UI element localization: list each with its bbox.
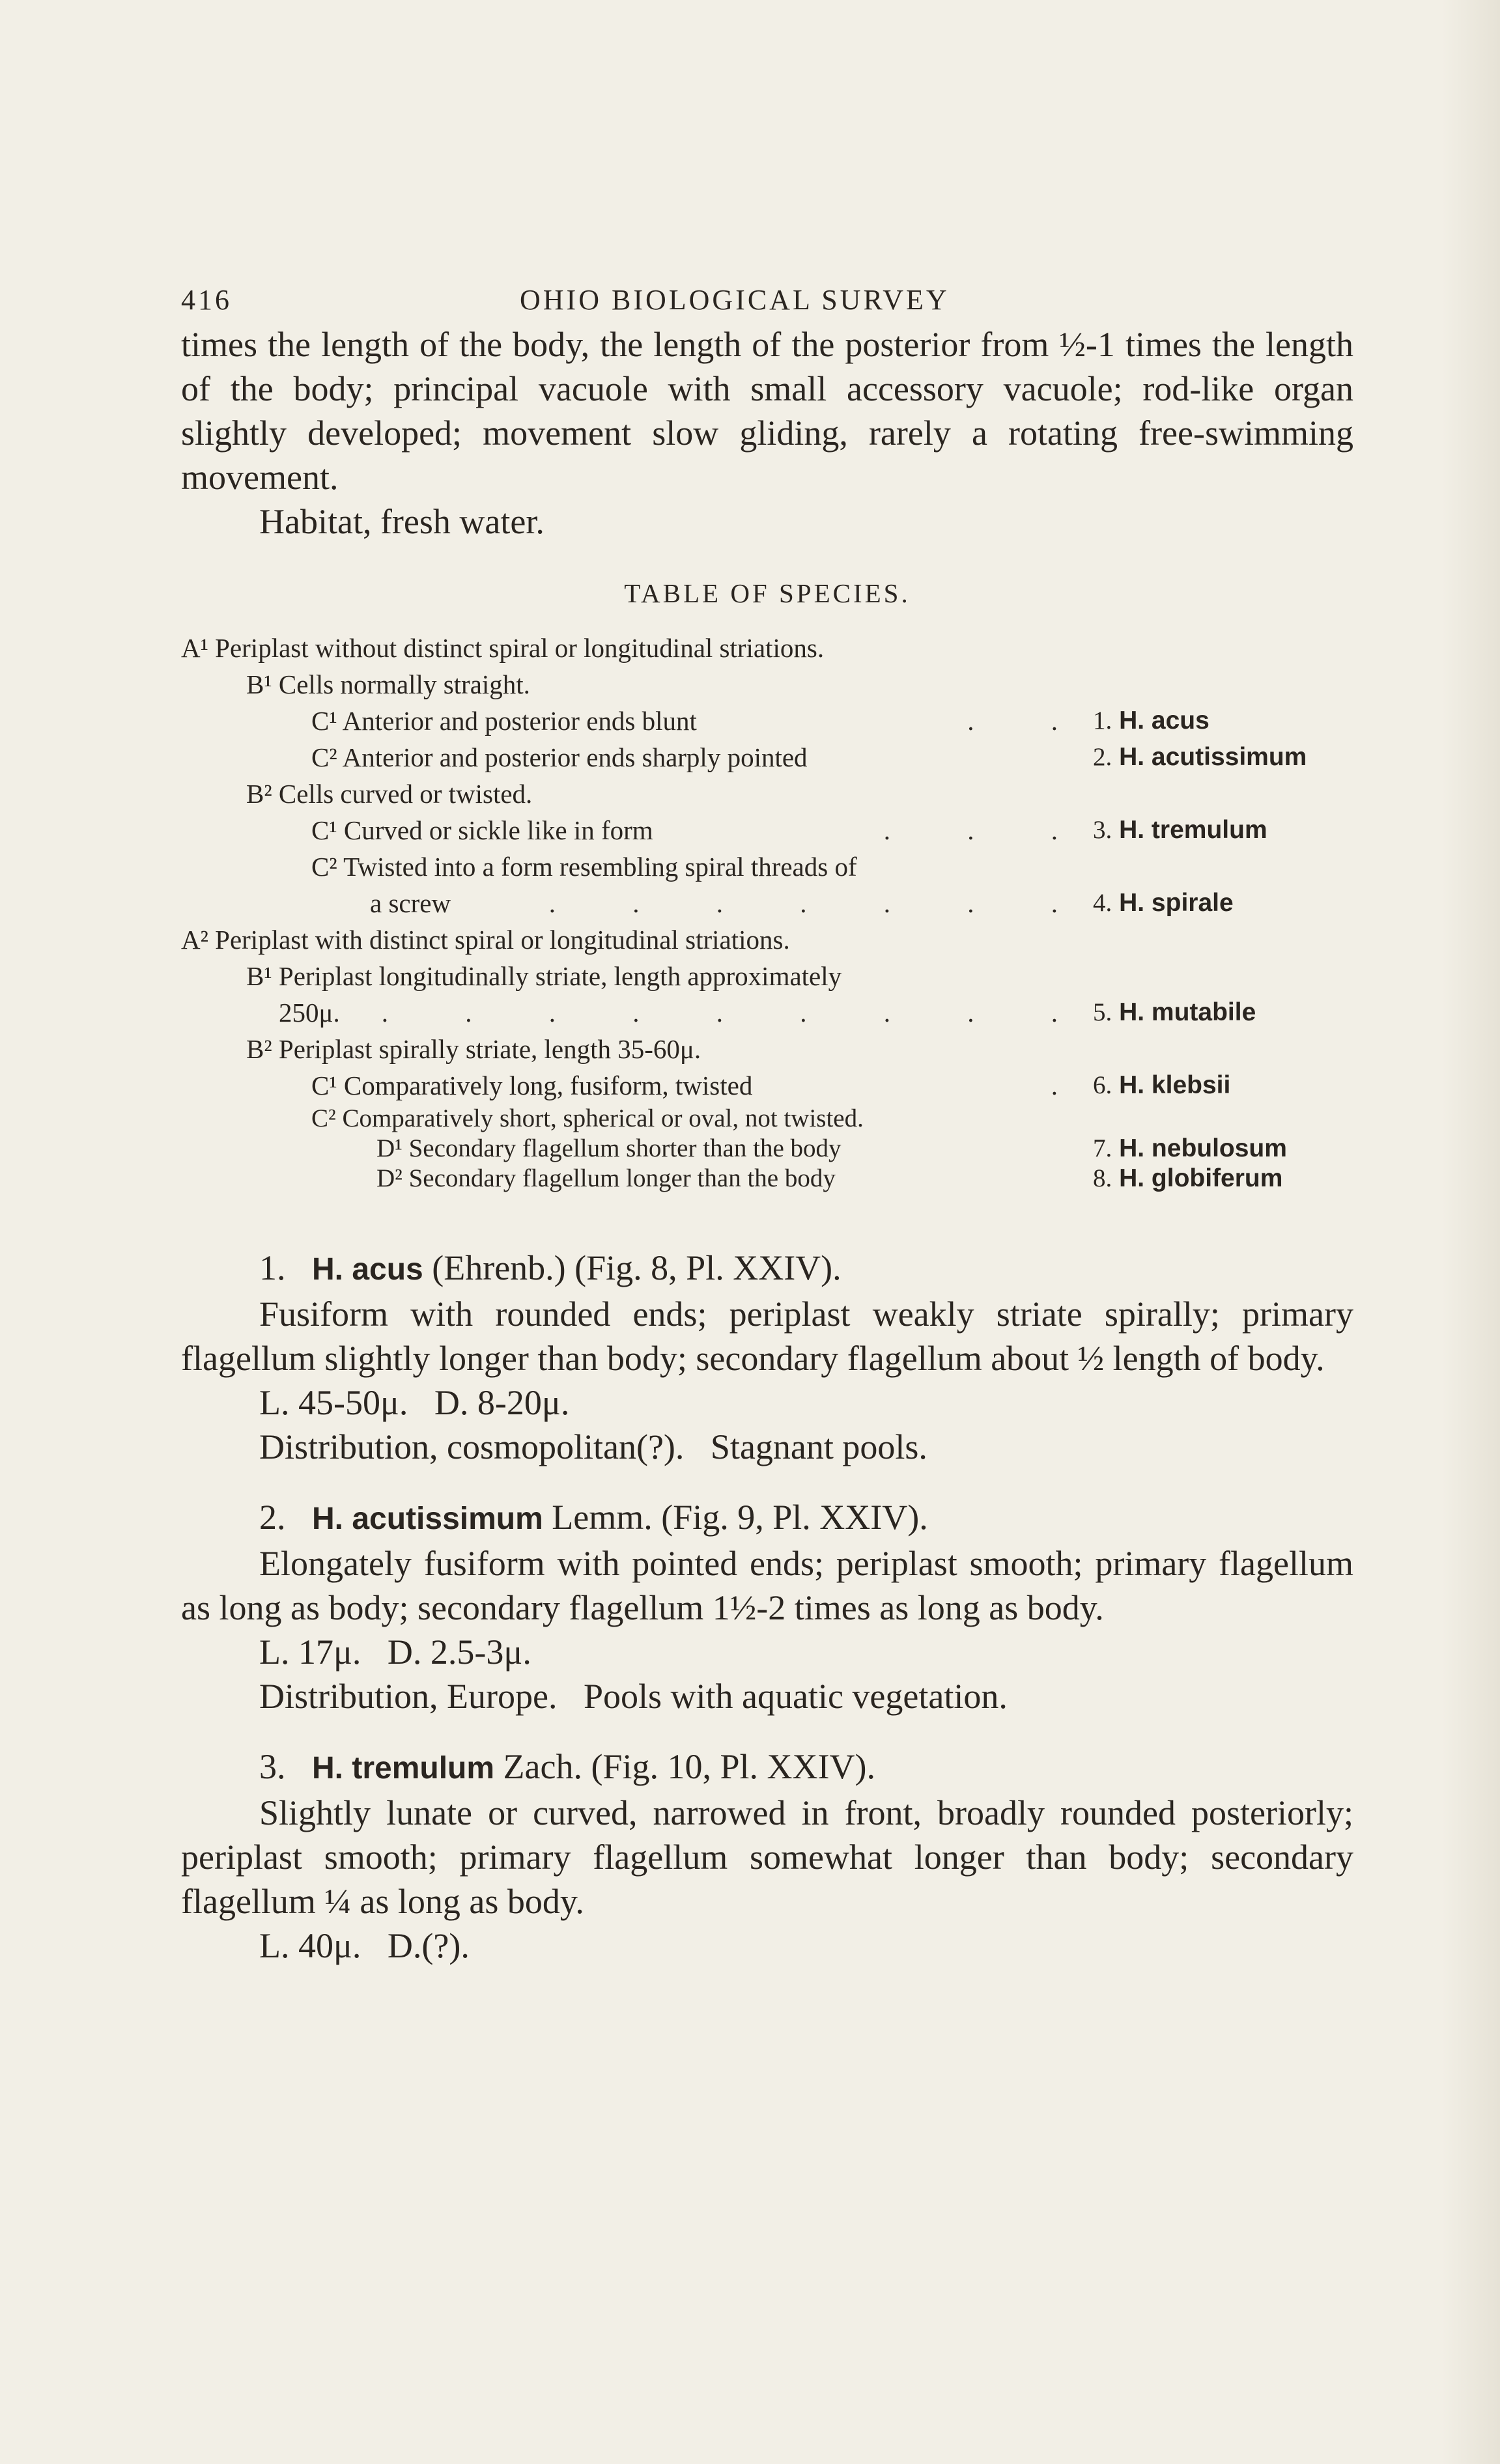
species-entry — [181, 1495, 1353, 1718]
page-edge-shadow — [1441, 0, 1500, 2464]
intro-paragraph: times the length of the body, the length of the posterior from ½-1 times the length of the body; principal vacuole with small accessory vacuole; rod-like organ slightly developed; movement slow gliding, rarely a rotating free-swimming movement. — [181, 325, 1353, 497]
running-header — [181, 277, 1353, 322]
habitat-line: Habitat, fresh water. — [259, 502, 545, 541]
key-result: H. spirale — [1119, 889, 1234, 917]
species-name: H. acutissimum — [312, 1502, 543, 1536]
species-name: H. tremulum — [312, 1751, 495, 1785]
key-result: H. acus — [1119, 707, 1210, 735]
key-row: C² Twisted into a form resembling spiral threads of — [311, 852, 857, 882]
key-row: C¹ Curved or sickle like in form . . . 3. H. tremulum — [311, 815, 1267, 845]
species-description: Fusiform with rounded ends; periplast weakly striate spirally; primary flagellum slightly longer than body; secondary flagellum about ½ length of body. — [181, 1295, 1353, 1378]
key-result: H. mutabile — [1119, 998, 1256, 1026]
key-row: C¹ Anterior and posterior ends blunt . . 1. H. acus — [311, 706, 1210, 736]
key-row: C¹ Comparatively long, fusiform, twisted . 6. H. klebsii — [311, 1071, 1231, 1100]
species-description: Slightly lunate or curved, narrowed in front, broadly rounded posteriorly; periplast smooth; primary flagellum somewhat longer than body; secondary flagellum ¼ as long as body. — [181, 1793, 1353, 1921]
key-result: H. nebulosum — [1119, 1134, 1287, 1162]
species-distribution: Distribution, cosmopolitan(?). Stagnant pools. — [259, 1427, 927, 1466]
page-number: 416 — [181, 284, 232, 316]
species-measurements: L. 17μ. D. 2.5-3μ. — [259, 1632, 531, 1672]
key-row: a screw . . . . . . . 4. H. spirale — [370, 888, 1234, 918]
key-result: H. globiferum — [1119, 1164, 1283, 1192]
species-entry — [181, 1246, 1353, 1469]
species-name: H. acus — [312, 1252, 423, 1287]
species-heading: 1. H. acus (Ehrenb.) (Fig. 8, Pl. XXIV). — [259, 1248, 842, 1287]
key-row: B¹ Periplast longitudinally striate, length approximately — [246, 961, 842, 991]
species-heading: 3. H. tremulum Zach. (Fig. 10, Pl. XXIV). — [259, 1747, 875, 1786]
table-title: TABLE OF SPECIES. — [624, 578, 911, 608]
species-entry — [181, 1744, 1353, 1968]
running-title: OHIO BIOLOGICAL SURVEY — [520, 284, 950, 316]
species-measurements: L. 45-50μ. D. 8-20μ. — [259, 1383, 570, 1422]
species-key — [181, 630, 1353, 1194]
key-row: B² Cells curved or twisted. — [246, 779, 533, 809]
species-measurements: L. 40μ. D.(?). — [259, 1926, 470, 1965]
key-row: B¹ Cells normally straight. — [246, 669, 530, 699]
key-row: C² Comparatively short, spherical or oval, not twisted. — [311, 1104, 864, 1132]
key-row: D² Secondary flagellum longer than the body 8. H. globiferum — [376, 1164, 1283, 1192]
key-row: B² Periplast spirally striate, length 35-60μ. — [246, 1034, 701, 1064]
key-row: C² Anterior and posterior ends sharply pointed 2. H. acutissimum — [311, 742, 1307, 772]
key-result: H. acutissimum — [1119, 743, 1307, 771]
page-body — [181, 277, 1353, 1968]
key-row: D¹ Secondary flagellum shorter than the body 7. H. nebulosum — [376, 1134, 1287, 1162]
key-result: H. klebsii — [1119, 1071, 1231, 1099]
key-row: A¹ Periplast without distinct spiral or longitudinal striations. — [181, 633, 825, 663]
species-distribution: Distribution, Europe. Pools with aquatic vegetation. — [259, 1677, 1008, 1716]
species-description: Elongately fusiform with pointed ends; periplast smooth; primary flagellum as long as body; secondary flagellum 1½-2 times as long as body. — [181, 1544, 1353, 1627]
species-heading: 2. H. acutissimum Lemm. (Fig. 9, Pl. XXIV). — [259, 1498, 928, 1537]
key-result: H. tremulum — [1119, 816, 1267, 844]
key-row: A² Periplast with distinct spiral or longitudinal striations. — [181, 925, 790, 955]
key-row: 250μ. . . . . . . . . . 5. H. mutabile — [279, 998, 1256, 1028]
